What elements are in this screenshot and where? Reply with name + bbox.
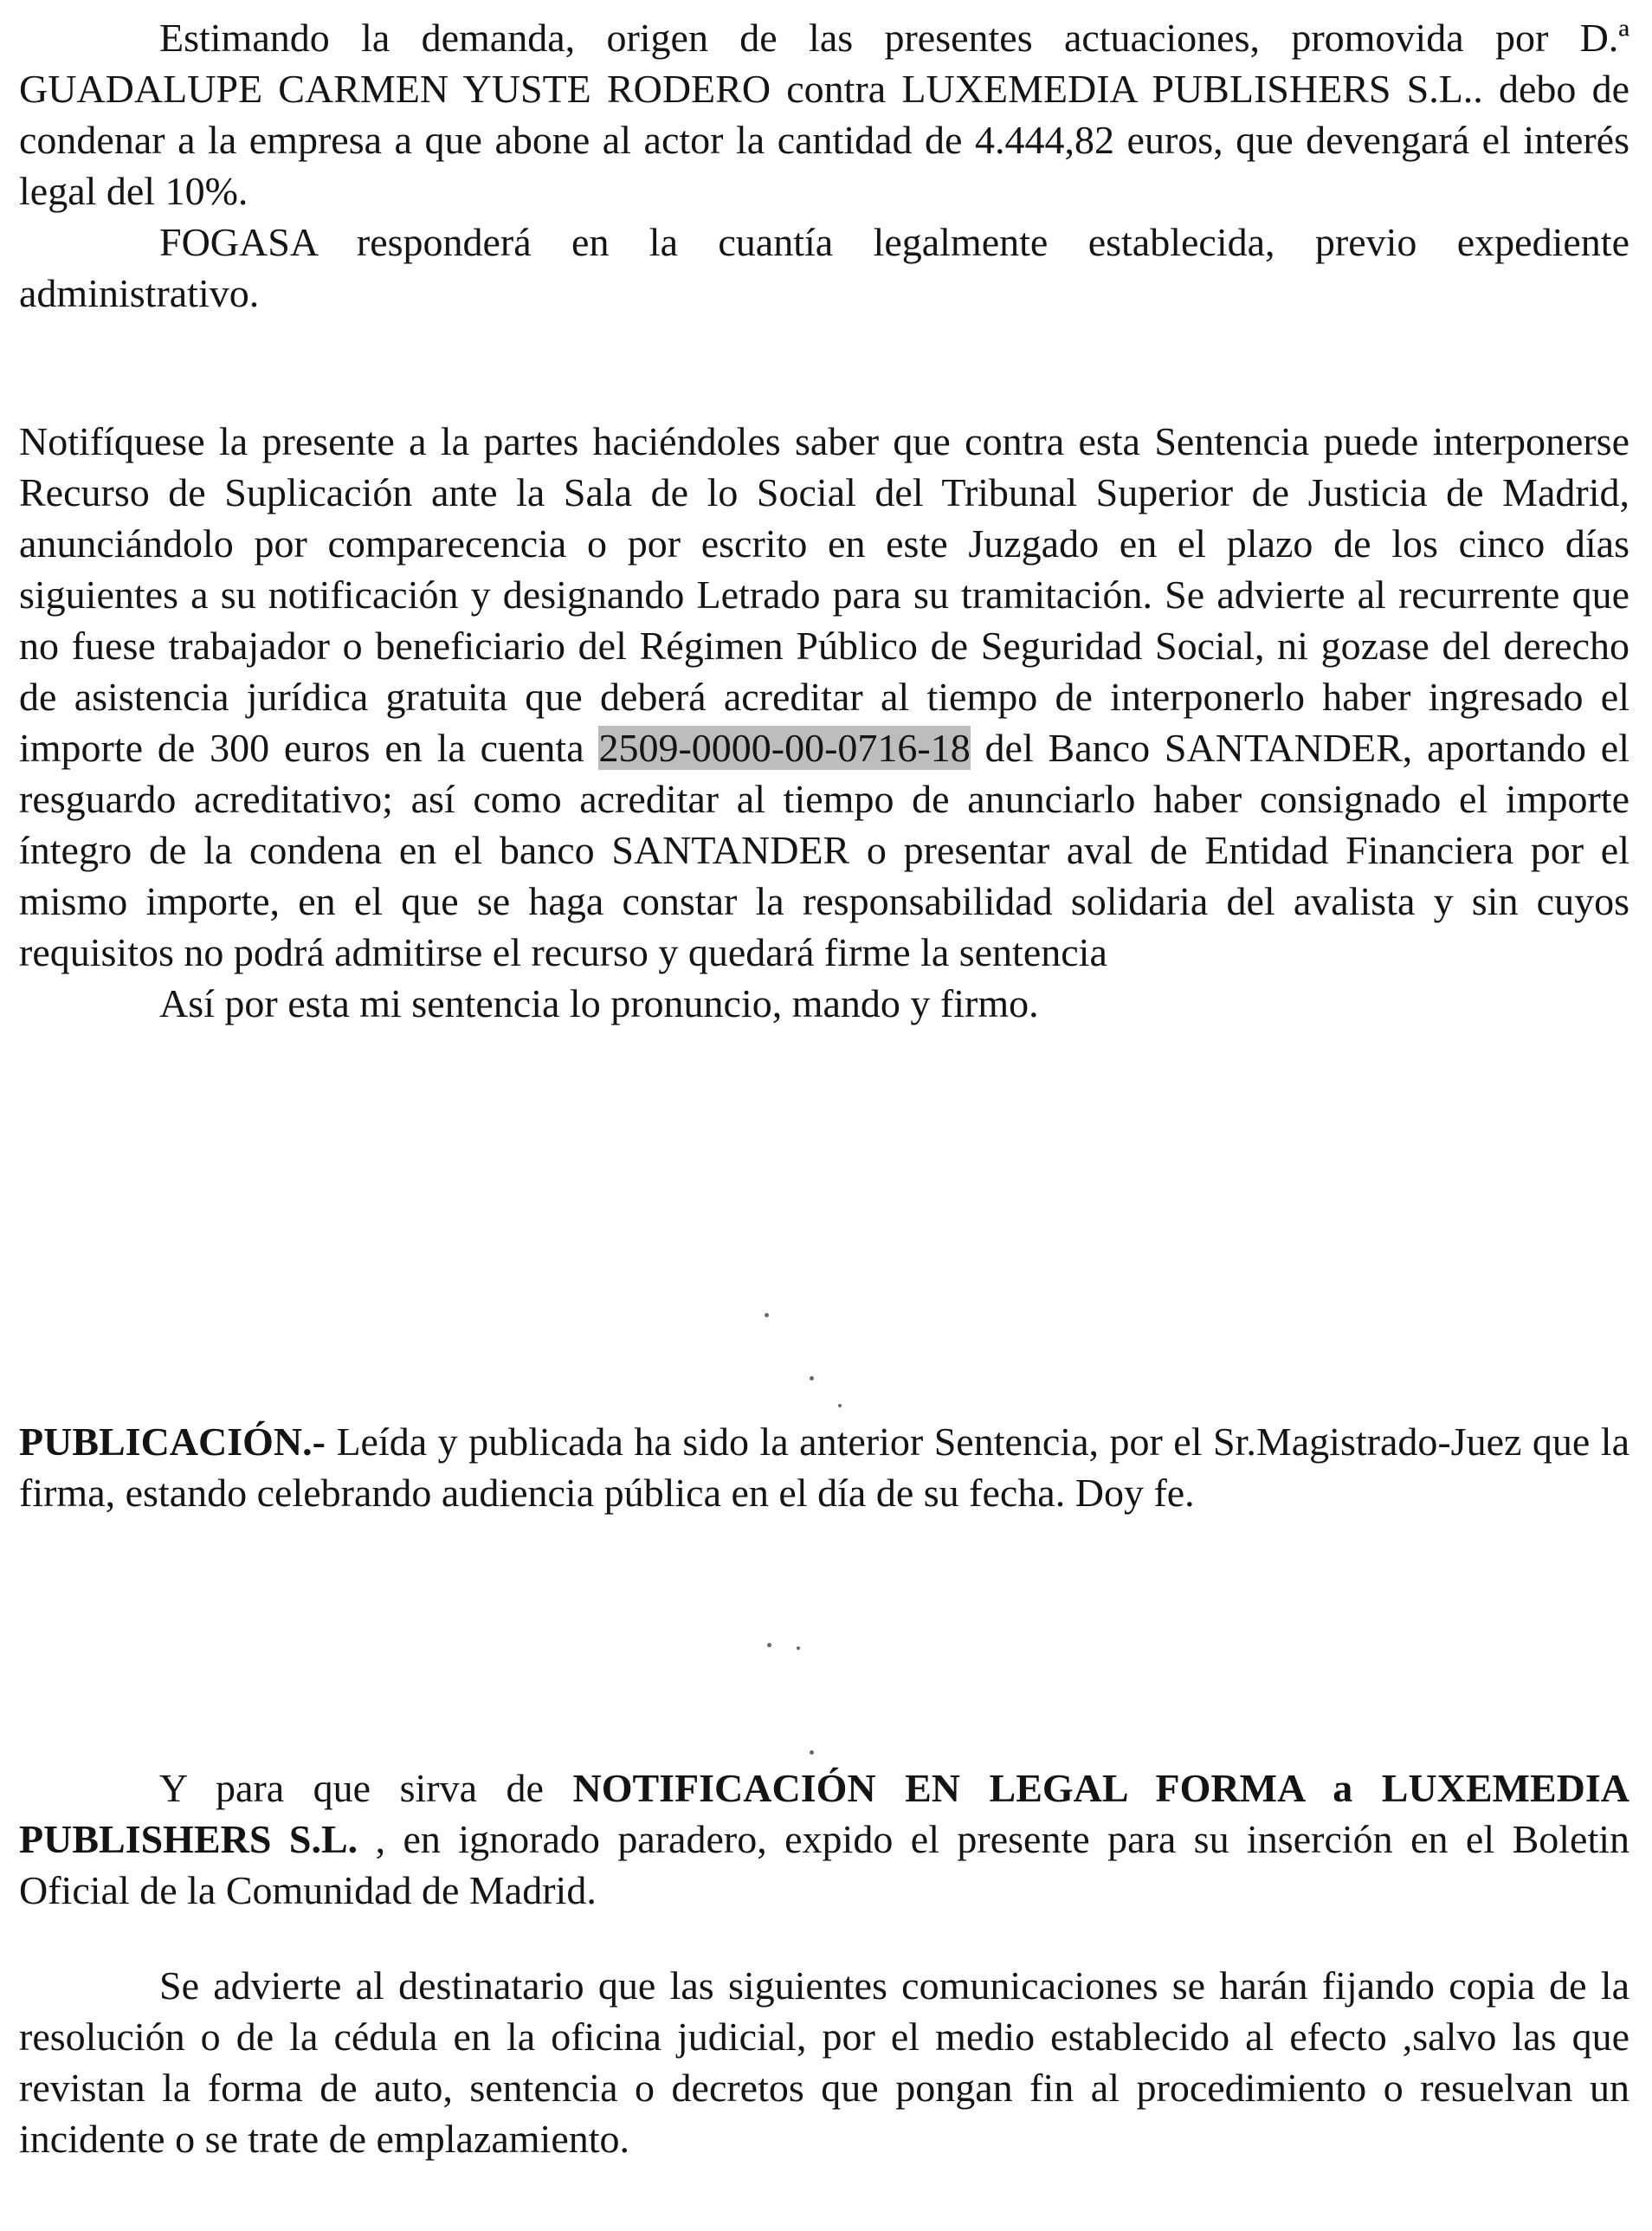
paragraph-notificacion-lead: Y para que sirva de — [159, 1766, 544, 1810]
paragraph-fogasa-text: FOGASA responderá en la cuantía legalmente establecida, previo expediente administrativo. — [19, 220, 1629, 315]
paragraph-estimando-text: Estimando la demanda, origen de las presentes actuaciones, promovida por D.ª GUADALUPE CARMEN YUSTE RODERO contra LUXEMEDIA PUBLISHERS S.L.. debo de condenar a la empresa a que abone al actor la cantidad de 4.444,82 euros, que devengará el interés legal del 10%. — [19, 16, 1629, 213]
paragraph-publicacion — [19, 1416, 1629, 1518]
paragraph-notificacion-legal — [19, 1762, 1629, 1916]
paragraph-asi-por-text: Así por esta mi sentencia lo pronuncio, mando y firmo. — [159, 981, 1039, 1025]
scan-artifact-dot — [810, 1750, 814, 1755]
scan-artifact-dot — [797, 1646, 800, 1650]
paragraph-notificacion-rest: , en ignorado paradero, expido el presente para su inserción en el Boletin Oficial de la Comunidad de Madrid. — [19, 1817, 1630, 1912]
publicacion-label: PUBLICACIÓN.- — [19, 1419, 326, 1464]
paragraph-notifiquese-after: del Banco SANTANDER, aportando el resguardo acreditativo; así como acreditar al tiempo de anunciarlo haber consignado el importe íntegro de la condena en el banco SANTANDER o presentar aval de Entidad Financiera por el mismo importe, en el que se haga constar la responsabilidad solidaria del avalista y sin cuyos requisitos no podrá admitirse el recurso y quedará firme la sentencia — [19, 726, 1630, 974]
scan-artifact-dot — [810, 1376, 814, 1381]
paragraph-notifiquese-before: Notifíquese la presente a la partes haciéndoles saber que contra esta Sentencia puede interponerse Recurso de Suplicación ante la Sala de lo Social del Tribunal Superior de Justicia de Madrid, anunciándolo por comparecencia o por escrito en este Juzgado en el plazo de los cinco días siguientes a su notificación y designando Letrado para su tramitación. Se advierte al recurrente que no fuese trabajador o beneficiario del Régimen Público de Seguridad Social, ni gozase del derecho de asistencia jurídica gratuita que deberá acreditar al tiempo de interponerlo haber ingresado el importe de 300 euros en la cuenta — [19, 419, 1629, 770]
scan-artifact-dot — [765, 1313, 769, 1317]
paragraph-fogasa — [19, 217, 1629, 319]
paragraph-asi-por — [19, 978, 1629, 1029]
notificacion-legal-bold-text: NOTIFICACIÓN EN LEGAL FORMA a LUXEMEDIA PUBLISHERS S.L. — [19, 1766, 1629, 1861]
scan-artifact-dot — [767, 1643, 771, 1647]
paragraph-publicacion-text: Leída y publicada ha sido la anterior Sentencia, por el Sr.Magistrado-Juez que la firma, estando celebrando audiencia pública en el día de su fecha. Doy fe. — [19, 1419, 1629, 1515]
paragraph-se-advierte — [19, 1960, 1629, 2164]
highlighted-account-number: 2509-0000-00-0716-18 — [598, 726, 971, 770]
scan-artifact-dot — [838, 1404, 842, 1407]
paragraph-se-advierte-text: Se advierte al destinatario que las siguientes comunicaciones se harán fijando copia de la resolución o de la cédula en la oficina judicial, por el medio establecido al efecto ,salvo las que revistan la forma de auto, sentencia o decretos que pongan fin al procedimiento o resuelvan un incidente o se trate de emplazamiento. — [19, 1963, 1629, 2161]
paragraph-estimando — [19, 12, 1629, 217]
paragraph-notifiquese — [19, 416, 1629, 978]
